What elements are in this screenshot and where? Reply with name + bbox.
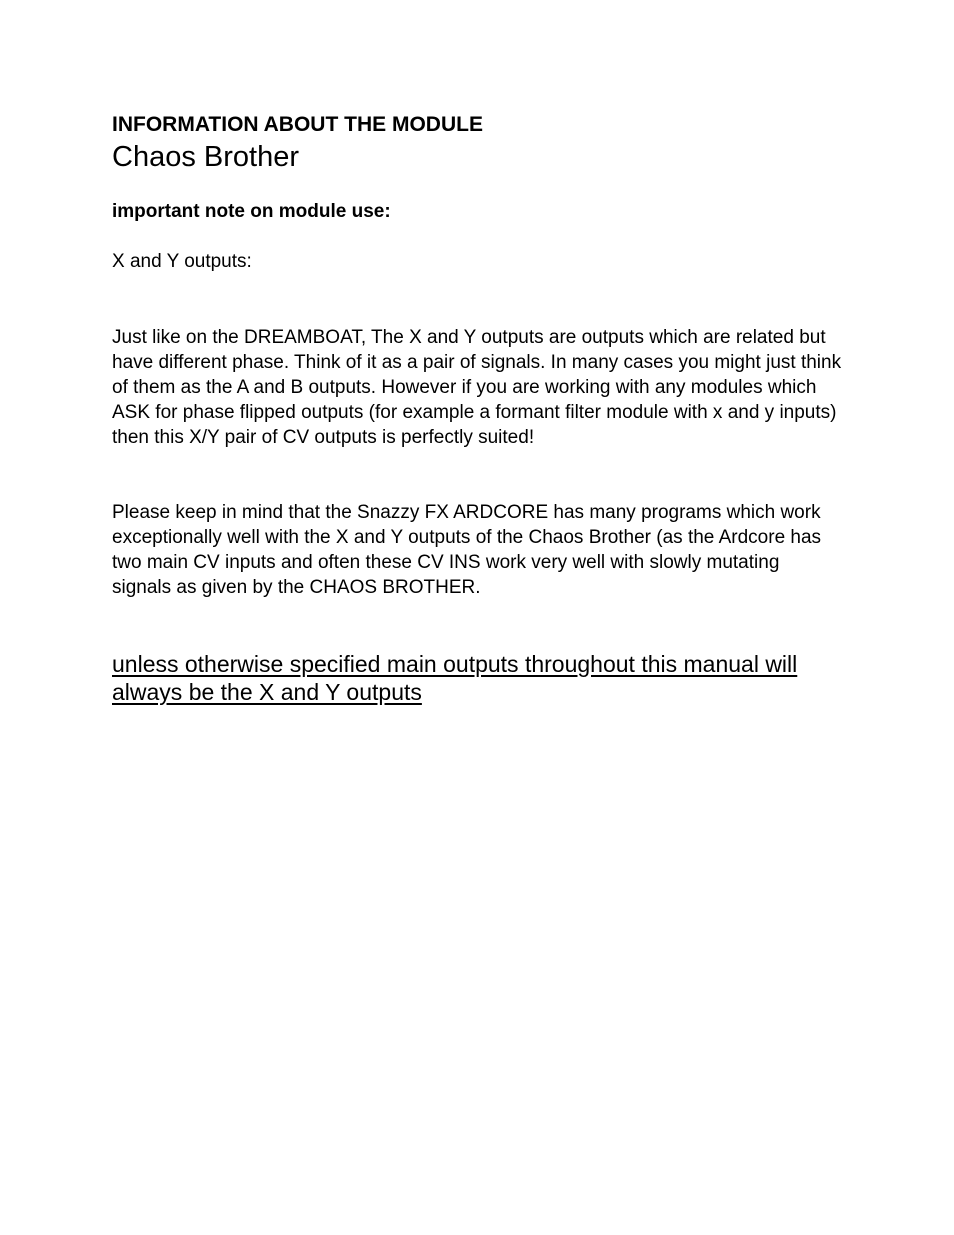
underlined-note: unless otherwise specified main outputs throughout this manual will always be the X and Y outputs xyxy=(112,651,798,705)
outputs-label: X and Y outputs: xyxy=(112,251,252,272)
paragraph-phase-outputs: Just like on the DREAMBOAT, The X and Y outputs are outputs which are related but have different phase. Think of it as a pair of signals. In many cases you might just think of them as the A and B outputs. However if you are working with any modules which ASK for phase flipped outputs (for example a formant filter module with x and y inputs) then this X/Y pair of CV outputs is perfectly suited! xyxy=(112,327,842,448)
module-title: Chaos Brother xyxy=(112,141,299,173)
note-label: important note on module use: xyxy=(112,201,391,222)
paragraph-ardcore: Please keep in mind that the Snazzy FX ARDCORE has many programs which work exceptionally well with the X and Y outputs of the Chaos Brother (as the Ardcore has two main CV inputs and often these CV INS work very well with slowly mutating signals as given by the CHAOS BROTHER. xyxy=(112,502,822,598)
section-heading: INFORMATION ABOUT THE MODULE xyxy=(112,113,483,136)
